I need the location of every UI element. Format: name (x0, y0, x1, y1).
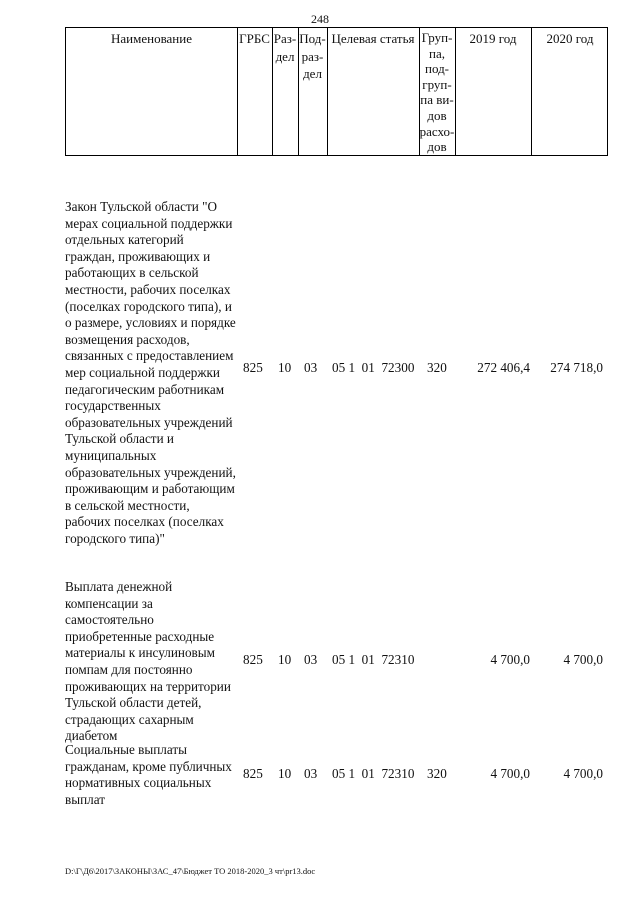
row-target: 05 1 01 72310 (332, 652, 415, 667)
row-grbs: 825 (243, 652, 263, 667)
row-grbs: 825 (243, 360, 263, 375)
row-target: 05 1 01 72310 (332, 766, 415, 781)
row-2020: 4 700,0 (563, 652, 603, 667)
row-name: Закон Тульской области "О мерах социальной поддержки отдельных категорий граждан, проживающих и работающих в сельской местности, рабочих поселках (поселках городского типа), и о размере, условиях и порядке возмещения расходов, связанных с предоставлением мер социальной поддержки педагогическим работникам государственных образовательных учреждений Тульской области и муниципальных образовательных учреждений, проживающим и работающим в сельской местности, рабочих поселках (поселках городского типа)" (65, 199, 236, 546)
row-podrazdel: 03 (304, 360, 318, 375)
header-name: Наименование (111, 31, 192, 46)
row-razdel: 10 (278, 360, 292, 375)
row-razdel: 10 (278, 766, 292, 781)
header-2019: 2019 год (469, 31, 517, 46)
header-podrazdel: Под- раз- дел (299, 31, 326, 82)
row-group: 320 (427, 766, 447, 781)
header-2020: 2020 год (546, 31, 594, 46)
row-2020: 274 718,0 (550, 360, 603, 375)
row-podrazdel: 03 (304, 652, 318, 667)
row-2019: 272 406,4 (477, 360, 530, 375)
header-razdel: Раз- дел (273, 31, 297, 64)
row-name: Выплата денежной компенсации за самостоятельно приобретенные расходные материалы к инсулиновым помпам для постоянно проживающих на территории Тульской области детей, страдающих сахарным диабетом (65, 579, 231, 744)
row-grbs: 825 (243, 766, 263, 781)
header-target: Целевая статья (331, 31, 415, 46)
page-number: 248 (311, 12, 329, 26)
row-group: 320 (427, 360, 447, 375)
row-name: Социальные выплаты гражданам, кроме публичных нормативных социальных выплат (65, 742, 232, 807)
row-target: 05 1 01 72300 (332, 360, 415, 375)
file-path-footer: D:\Г\Д6\2017\ЗАКОНЫ\ЗАС_47\Бюджет ТО 2018-2020_3 чт\pr13.doc (65, 866, 316, 876)
table-header (65, 27, 608, 156)
row-podrazdel: 03 (304, 766, 318, 781)
header-grbs: ГРБС (239, 31, 270, 46)
header-group: Груп- па, под- груп- па ви- дов расхо- дов (419, 30, 455, 155)
row-2019: 4 700,0 (490, 766, 530, 781)
row-razdel: 10 (278, 652, 292, 667)
row-2020: 4 700,0 (563, 766, 603, 781)
row-2019: 4 700,0 (490, 652, 530, 667)
